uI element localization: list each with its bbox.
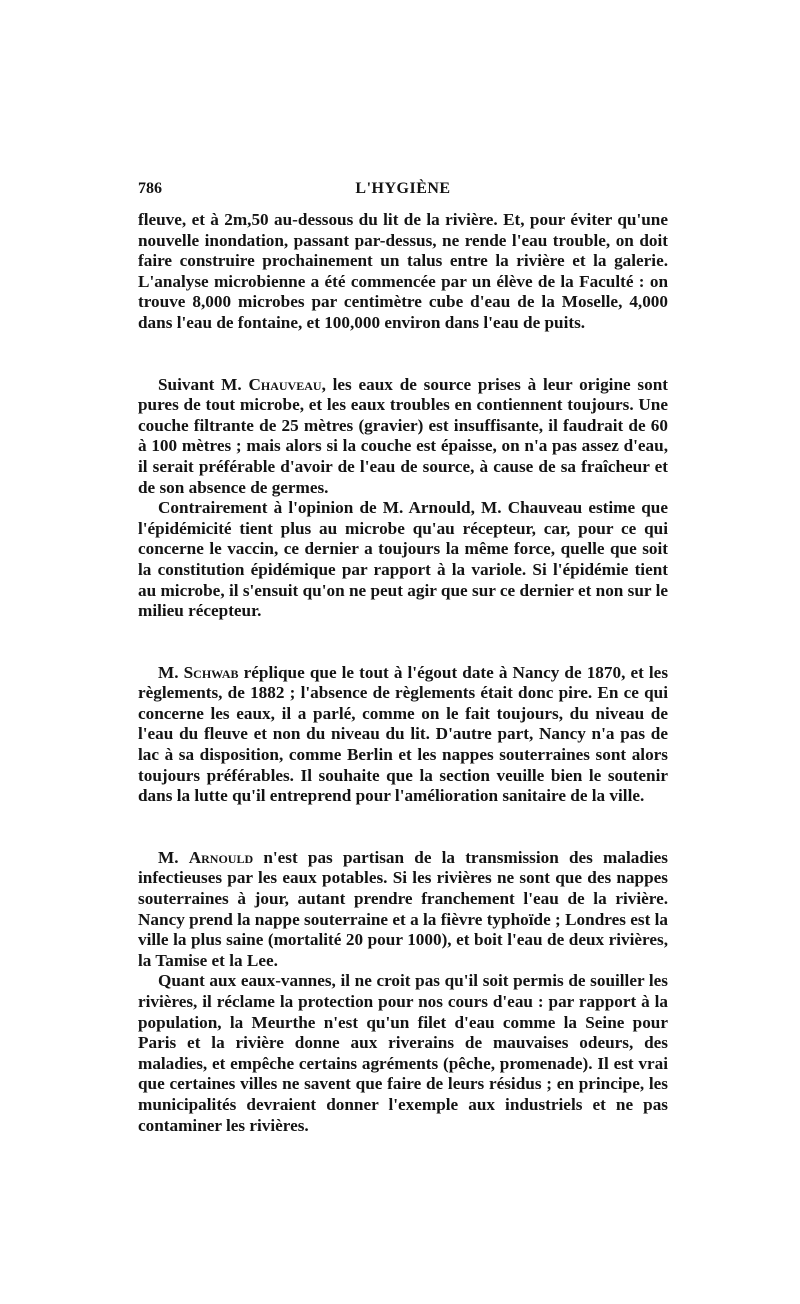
body-text	[138, 210, 668, 1136]
paragraph-3: Contrairement à l'opinion de M. Arnould, M. Chauveau estime que l'épidémicité tient plus au microbe qu'au récepteur, car, pour ce qui concerne le vaccin, ce dernier a toujours la même force, quelle que soit la constitution épidémique par rapport à la variole. Si l'épidémie tient au microbe, il s'ensuit qu'on ne peut agir que sur ce dernier et non sur le milieu récepteur.	[138, 498, 668, 621]
paragraph-5: M. Arnould n'est pas partisan de la transmission des maladies infectieuses par les eaux potables. Si les rivières ne sont que des nappes souterraines à jour, autant prendre franchement l'eau de la rivière. Nancy prend la nappe souterraine et a la fièvre typhoïde ; Londres est la ville la plus saine (mortalité 20 pour 1000), et boit l'eau de deux rivières, la Tamise et la Lee.	[138, 847, 668, 970]
paragraph-6: Quant aux eaux-vannes, il ne croit pas qu'il soit permis de souiller les rivières, il réclame la protection pour nos cours d'eau : par rapport à la population, la Meurthe n'est qu'un filet d'eau comme la Seine pour Paris et la rivière donne aux riverains de mauvaises odeurs, des maladies, et empêche certains agréments (pêche, promenade). Il est vrai que certaines villes ne savent que faire de leurs résidus ; en principe, les municipalités devraient donner l'exemple aux industriels et ne pas contaminer les rivières.	[138, 971, 668, 1135]
paragraph-1: fleuve, et à 2m,50 au-dessous du lit de la rivière. Et, pour éviter qu'une nouvelle inondation, passant par-dessus, ne rende l'eau trouble, on doit faire construire prochainement un talus entre la rivière et la galerie. L'analyse microbienne a été commencée par un élève de la Faculté : on trouve 8,000 microbes par centimètre cube d'eau de la Moselle, 4,000 dans l'eau de fontaine, et 100,000 environ dans l'eau de puits.	[138, 210, 668, 332]
speaker-name: Schwab	[183, 662, 239, 682]
paragraph-4: M. Schwab réplique que le tout à l'égout date à Nancy de 1870, et les règlements, de 1882 ; l'absence de règlements était donc pire. En ce qui concerne les eaux, il a parlé, comme on le fait toujours, du niveau de l'eau du fleuve et non du niveau du lit. D'autre part, Nancy n'a pas de lac à sa disposition, comme Berlin et les nappes souterraines sont alors toujours préférables. Il souhaite que la section veuille bien le soutenir dans la lutte qu'il entreprend pour l'amélioration sanitaire de la ville.	[138, 662, 669, 806]
speaker-name: Arnould	[188, 847, 254, 867]
speaker-name: Chauveau	[248, 374, 322, 394]
page-number: 786	[138, 180, 162, 197]
page-header	[138, 178, 668, 202]
running-head: L'HYGIÈNE	[355, 180, 451, 197]
paragraph-2: Suivant M. Chauveau, les eaux de source prises à leur origine sont pures de tout microbe, et les eaux troubles en contiennent toujours. Une couche filtrante de 25 mètres (gravier) est insuffisante, il faudrait de 60 à 100 mètres ; mais alors si la couche est épaisse, on n'a pas assez d'eau, il serait préférable d'avoir de l'eau de source, à cause de sa fraîcheur et de son absence de germes.	[138, 374, 668, 497]
